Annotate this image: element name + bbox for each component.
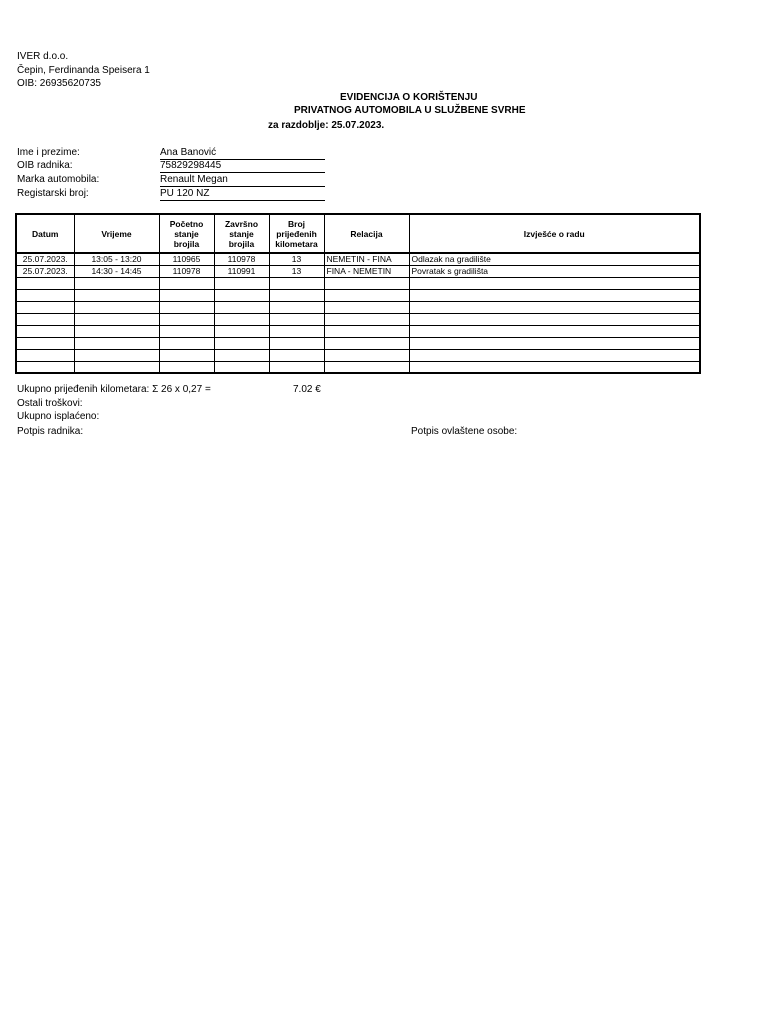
company-name: IVER d.o.o. [17, 51, 69, 62]
field-value-oib: 75829298445 [160, 159, 325, 173]
total-km-label: Ukupno prijeđenih kilometara: Σ 26 x 0,27 = [17, 384, 211, 395]
header-time: Vrijeme [74, 214, 159, 253]
employee-signature-label: Potpis radnika: [17, 426, 84, 437]
company-oib: OIB: 26935620735 [17, 78, 101, 89]
header-route: Relacija [324, 214, 409, 253]
cell-start-odometer: 110965 [159, 253, 214, 265]
table-header-row [16, 214, 700, 253]
table-row [16, 325, 700, 337]
table-row [16, 337, 700, 349]
total-km-value: 7.02 € [293, 384, 321, 395]
cell-report: Odlazak na gradilište [409, 253, 700, 265]
header-date: Datum [16, 214, 74, 253]
doc-title-line1: EVIDENCIJA O KORIŠTENJU [340, 92, 478, 103]
table-row [16, 289, 700, 301]
table-row [16, 253, 700, 265]
table-row [16, 313, 700, 325]
cell-report: Povratak s gradilišta [409, 265, 700, 277]
cell-km: 13 [269, 265, 324, 277]
field-label-name: Ime i prezime: [17, 147, 80, 158]
field-label-plate: Registarski broj: [17, 188, 89, 199]
cell-km: 13 [269, 253, 324, 265]
field-label-oib: OIB radnika: [17, 160, 73, 171]
trip-log-table [15, 213, 701, 374]
other-costs-label: Ostali troškovi: [17, 398, 83, 409]
header-km: Broj prijeđenih kilometara [269, 214, 324, 253]
table-row [16, 361, 700, 373]
authorized-signature-label: Potpis ovlaštene osobe: [411, 426, 518, 437]
table-row [16, 301, 700, 313]
cell-start-odometer: 110978 [159, 265, 214, 277]
field-label-car: Marka automobila: [17, 174, 100, 185]
table-row [16, 277, 700, 289]
field-value-car: Renault Megan [160, 173, 325, 187]
doc-title-line2: PRIVATNOG AUTOMOBILA U SLUŽBENE SVRHE [294, 105, 526, 116]
doc-period: za razdoblje: 25.07.2023. [268, 120, 385, 131]
header-start-odometer: Početno stanje brojila [159, 214, 214, 253]
cell-end-odometer: 110991 [214, 265, 269, 277]
field-value-name: Ana Banović [160, 146, 325, 160]
cell-route: FINA - NEMETIN [324, 265, 409, 277]
total-paid-label: Ukupno isplaćeno: [17, 411, 100, 422]
header-report: Izvješće o radu [409, 214, 700, 253]
cell-route: NEMETIN - FINA [324, 253, 409, 265]
company-address: Čepin, Ferdinanda Speisera 1 [17, 65, 150, 76]
cell-time: 13:05 - 13:20 [74, 253, 159, 265]
cell-end-odometer: 110978 [214, 253, 269, 265]
cell-date: 25.07.2023. [16, 253, 74, 265]
field-value-plate: PU 120 NZ [160, 187, 325, 201]
header-end-odometer: Završno stanje brojila [214, 214, 269, 253]
cell-date: 25.07.2023. [16, 265, 74, 277]
table-row [16, 265, 700, 277]
cell-time: 14:30 - 14:45 [74, 265, 159, 277]
table-row [16, 349, 700, 361]
